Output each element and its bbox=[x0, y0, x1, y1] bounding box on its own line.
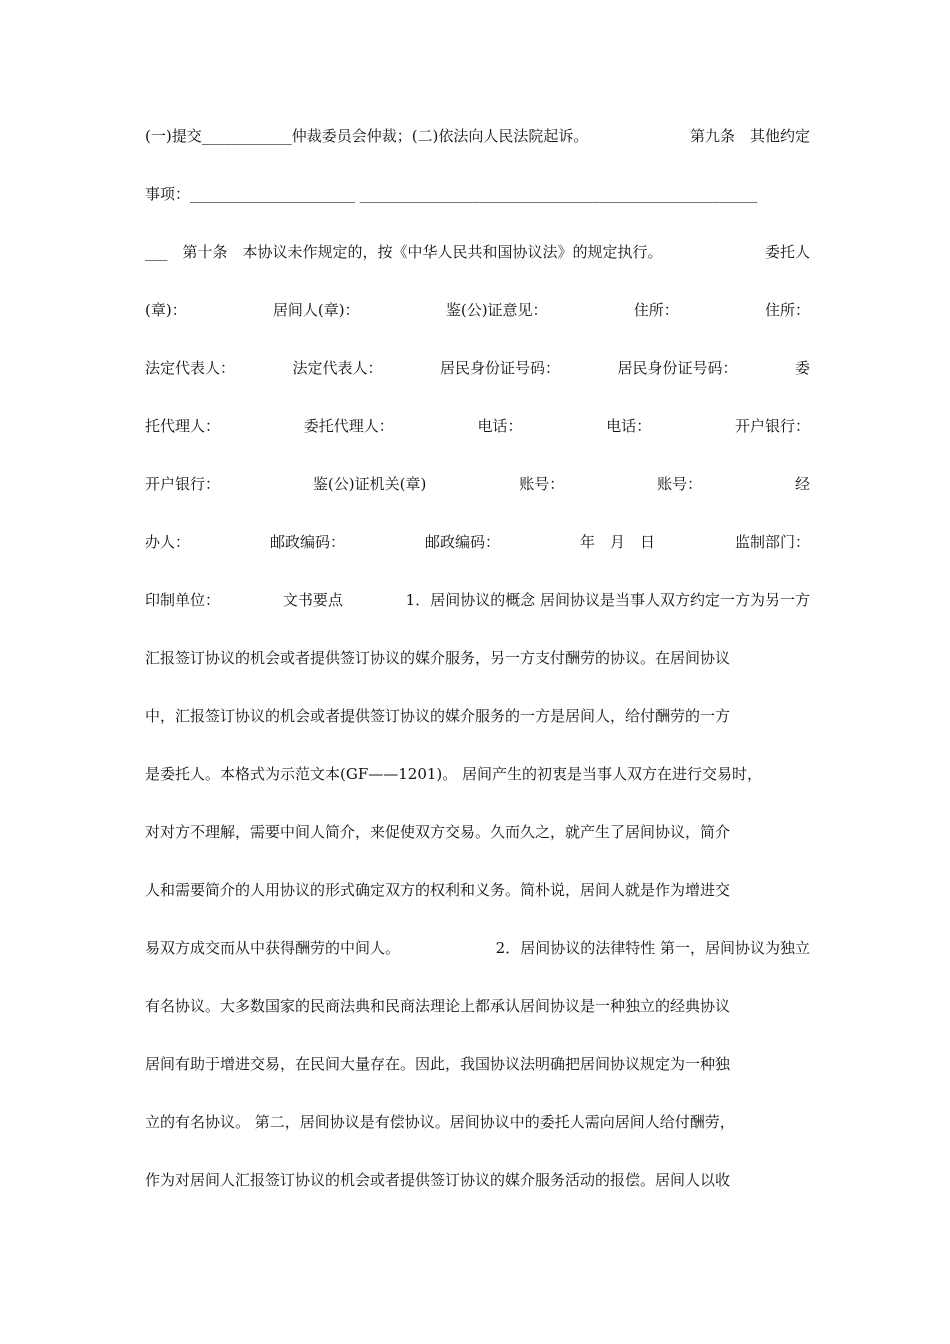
text-segment: 事项：______________________ _____________________________________________________ bbox=[145, 185, 758, 203]
text-segment: 开户银行： bbox=[734, 417, 810, 435]
text-segment: 印制单位： bbox=[145, 591, 221, 609]
text-line bbox=[145, 590, 810, 610]
text-segment: 监制部门： bbox=[734, 533, 810, 551]
text-segment: 经 bbox=[794, 475, 810, 493]
text-segment: 账号： bbox=[657, 475, 703, 493]
text-segment: 对对方不理解，需要中间人简介，来促使双方交易。久而久之，就产生了居间协议，简介 bbox=[145, 823, 731, 841]
text-segment: 2．居间协议的法律特性 第一，居间协议为独立 bbox=[495, 939, 810, 957]
text-segment: 有名协议。大多数国家的民商法典和民商法理论上都承认居间协议是一种独立的经典协议 bbox=[145, 997, 731, 1015]
text-line bbox=[145, 416, 810, 436]
text-line bbox=[145, 300, 810, 320]
text-line bbox=[145, 126, 810, 146]
text-segment: 委托代理人： bbox=[303, 417, 394, 435]
text-segment: 办人： bbox=[145, 533, 191, 551]
text-segment: (一)提交____________仲裁委员会仲裁；(二)依法向人民法院起诉。 bbox=[145, 127, 589, 145]
text-segment: 作为对居间人汇报签订协议的机会或者提供签订协议的媒介服务活动的报偿。居间人以收 bbox=[145, 1171, 731, 1189]
text-segment: 1．居间协议的概念 居间协议是当事人双方约定一方为另一方 bbox=[405, 591, 810, 609]
text-line bbox=[145, 938, 810, 958]
text-segment: 汇报签订协议的机会或者提供签订协议的媒介服务，另一方支付酬劳的协议。在居间协议 bbox=[145, 649, 731, 667]
text-line bbox=[145, 532, 810, 552]
text-line bbox=[145, 1054, 810, 1074]
text-segment: 住所： bbox=[764, 301, 810, 319]
text-segment: (章)： bbox=[145, 301, 187, 319]
text-segment: 文书要点 bbox=[282, 591, 343, 609]
text-segment: 中，汇报签订协议的机会或者提供签订协议的媒介服务的一方是居间人，给付酬劳的一方 bbox=[145, 707, 731, 725]
text-segment: 人和需要简介的人用协议的形式确定双方的权利和义务。简朴说，居间人就是作为增进交 bbox=[145, 881, 731, 899]
text-line bbox=[145, 880, 810, 900]
text-segment: 邮政编码： bbox=[424, 533, 500, 551]
text-segment: 年 月 日 bbox=[579, 533, 655, 551]
text-segment: 居间有助于增进交易，在民间大量存在。因此，我国协议法明确把居间协议规定为一种独 bbox=[145, 1055, 731, 1073]
text-line bbox=[145, 764, 810, 784]
text-line bbox=[145, 822, 810, 842]
text-segment: 居民身份证号码： bbox=[439, 359, 560, 377]
text-line bbox=[145, 648, 810, 668]
text-segment: 邮政编码： bbox=[269, 533, 345, 551]
text-segment: 鉴(公)证机关(章) bbox=[312, 475, 427, 493]
text-segment: 开户银行： bbox=[145, 475, 221, 493]
text-segment: 法定代表人： bbox=[292, 359, 383, 377]
text-line bbox=[145, 474, 810, 494]
text-line bbox=[145, 358, 810, 378]
text-line bbox=[145, 242, 810, 262]
text-line bbox=[145, 1170, 810, 1190]
text-segment: 法定代表人： bbox=[145, 359, 236, 377]
text-segment: 电话： bbox=[477, 417, 523, 435]
text-segment: 易双方成交而从中获得酬劳的中间人。 bbox=[145, 939, 401, 957]
text-line bbox=[145, 706, 810, 726]
text-segment: 委 bbox=[794, 359, 810, 377]
text-line bbox=[145, 1112, 810, 1132]
text-segment: 立的有名协议。 第二，居间协议是有偿协议。居间协议中的委托人需向居间人给付酬劳， bbox=[145, 1113, 735, 1131]
text-segment: 居间人(章)： bbox=[272, 301, 360, 319]
text-segment: 托代理人： bbox=[145, 417, 221, 435]
text-segment: 鉴(公)证意见： bbox=[445, 301, 548, 319]
text-segment: 住所： bbox=[633, 301, 679, 319]
text-segment: 居民身份证号码： bbox=[617, 359, 738, 377]
text-segment: 账号： bbox=[519, 475, 565, 493]
text-line bbox=[145, 184, 810, 204]
text-segment: 电话： bbox=[606, 417, 652, 435]
text-segment: 委托人 bbox=[764, 243, 810, 261]
text-line bbox=[145, 996, 810, 1016]
text-segment: ___ 第十条 本协议未作规定的，按《中华人民共和国协议法》的规定执行。 bbox=[145, 243, 663, 261]
text-segment: 是委托人。本格式为示范文本(GF——1201)。 居间产生的初衷是当事人双方在进行交易时， bbox=[145, 765, 763, 783]
text-segment: 第九条 其他约定 bbox=[689, 127, 810, 145]
